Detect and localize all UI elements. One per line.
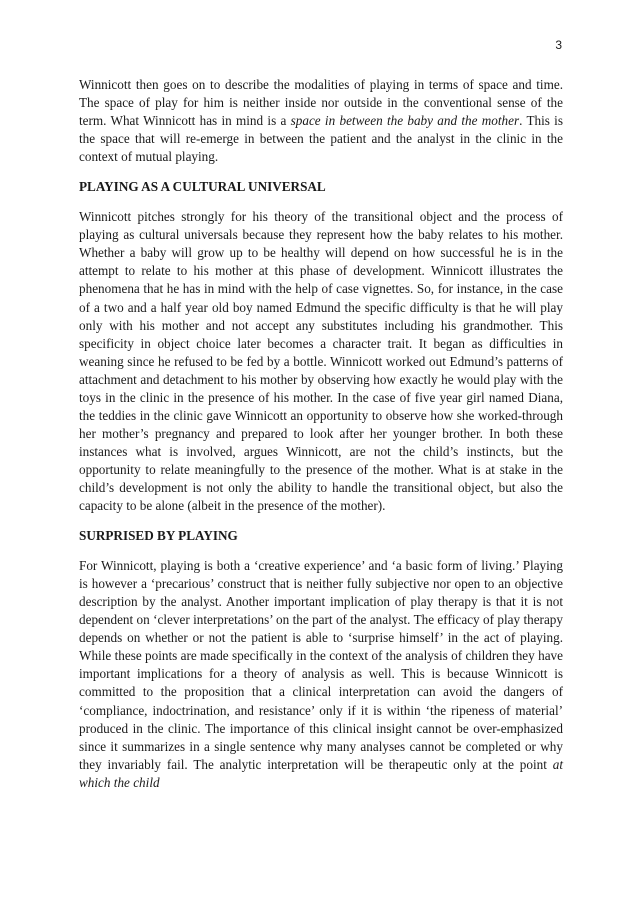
emphasized-text: at which the child xyxy=(79,756,563,790)
paragraph-text: Winnicott then goes on to describe the modalities of playing in terms of space and time. The space of play for him is neither inside nor outside in the conventional sense of the term. What Winnicott has in mind is a xyxy=(79,77,563,129)
section-heading-cultural-universal: PLAYING AS A CULTURAL UNIVERSAL xyxy=(79,179,326,195)
paragraph-transitional-object: Winnicott pitches strongly for his theory of the transitional object and the process of playing as cultural universals because they represent how the baby relates to his mother. Whether a baby will grow up to be healthy will depend on how successful he is in the attempt to relate to his mother at this phase of development. Winnicott illustrates the phenomena that he has in mind with the help of case vignettes. So, for instance, in the case of a two and a half year old boy named Edmund the specific difficulty is that he will play only with his mother and not accept any substitutes including his grandmother. This specificity in object choice later becomes a character trait. It began as difficulties in weaning since he refused to be fed by a bottle. Winnicott worked out Edmund’s patterns of attachment and detachment to his mother by observing how exactly he would play with the toys in the clinic in the presence of his mother. In the case of five year girl named Diana, the teddies in the clinic gave Winnicott an opportunity to observe how she worked-through her mother’s pregnancy and prepared to look after her younger brother. In both these instances what is involved, argues Winnicott, are not the child’s instincts, but the opportunity to relate meaningfully to the presence of the mother. What is at stake in the child’s development is not only the ability to handle the transitional object, but also the capacity to be alone (albeit in the presence of the mother). xyxy=(79,209,563,514)
section-heading-surprised-by-playing: SURPRISED BY PLAYING xyxy=(79,528,238,544)
paragraph-creative-experience xyxy=(79,557,563,792)
paragraph-space-of-play xyxy=(79,76,563,166)
emphasized-text: space in between the baby and the mother xyxy=(290,113,520,129)
paragraph-text: For Winnicott, playing is both a ‘creative experience’ and ‘a basic form of living.’ Playing is however a ‘precarious’ construct that is neither fully subjective nor open to an objective description by the analyst. Another important implication of play therapy is that it is not dependent on ‘clever interpretations’ on the part of the analyst. The efficacy of play therapy depends on whether or not the patient is able to ‘surprise himself’ in the act of playing. While these points are made specifically in the context of the analysis of children they have important implications for a theory of analysis as well. This is because Winnicott is committed to the proposition that a clinical interpretation can avoid the dangers of ‘compliance, indoctrination, and resistance’ only if it is within ‘the ripeness of material’ produced in the clinic. The importance of this clinical insight cannot be over-emphasized since it summarizes in a single sentence why many analyses cannot be completed or why they invariably fail. The analytic interpretation will be therapeutic only at the point xyxy=(79,558,563,772)
paragraph-text: . This is the space that will re-emerge in between the patient and the analyst in the clinic in the context of mutual playing. xyxy=(79,113,563,165)
page-number: 3 xyxy=(555,38,562,52)
document-body xyxy=(79,76,563,804)
